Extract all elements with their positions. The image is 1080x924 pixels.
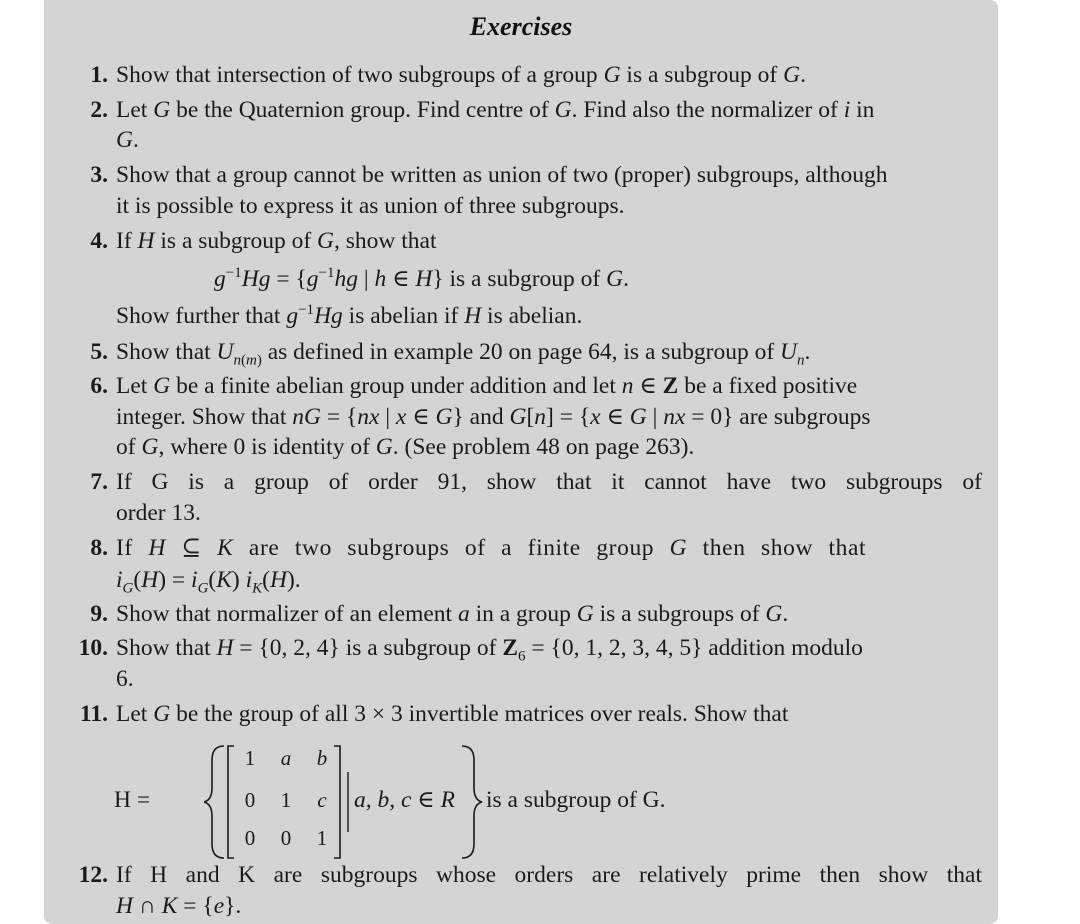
matrix-condition: a, b, c ∈ R — [354, 787, 455, 813]
exercise-4-formula: $g^{-1}Hg = \{g^{-1}hg$ | h ∈ H} is a subgroup of G. — [214, 265, 629, 292]
matrix-set — [114, 742, 694, 862]
matrix-cell: 0 — [244, 788, 256, 812]
exercise-7-text: If G is a group of order 91, show that it cannot have two subgroups of — [116, 469, 982, 495]
exercise-number: 8. — [90, 535, 108, 561]
exercise-2-text: Let G be the Quaternion group. Find centre of G. Find also the normalizer of i in — [116, 97, 875, 123]
exercise-6-text-cont2: of G, where 0 is identity of G. (See problem 48 on page 263). — [116, 434, 695, 460]
exercise-8-text: If H ⊆ K are two subgroups of a finite group G then show that — [116, 535, 867, 561]
exercise-number: 12. — [78, 862, 108, 888]
matrix-cell: 0 — [244, 826, 256, 850]
exercise-number: 6. — [90, 373, 108, 399]
exercise-11-text: Let G be the group of all 3 × 3 invertible matrices over reals. Show that — [116, 701, 789, 727]
exercise-10-text: Show that H = {0, 2, 4} is a subgroup of $Z_6 = \{0$, 1, 2, 3, 4, 5} addition modulo — [116, 635, 863, 665]
exercise-number: 5. — [90, 339, 108, 365]
matrix-cell: b — [316, 746, 328, 770]
matrix-cell: a — [280, 746, 292, 770]
exercise-3-text: Show that a group cannot be written as union of two (proper) subgroups, although — [116, 162, 888, 188]
exercise-number: 2. — [90, 97, 108, 123]
matrix-cell: 1 — [280, 788, 292, 812]
exercise-10-text-cont: 6. — [116, 666, 134, 692]
exercise-12-text: If H and K are subgroups whose orders are relatively prime then show that — [116, 862, 982, 888]
matrix-cell: c — [317, 788, 327, 812]
exercise-number: 4. — [90, 228, 108, 254]
exercise-5-text: Show that $U_{n(m)}$ as defined in example 20 on page 64, is a subgroup of $U_n$. — [116, 339, 811, 369]
matrix-cell: 1 — [244, 746, 256, 770]
exercise-number: 3. — [90, 162, 108, 188]
exercise-number: 7. — [90, 469, 108, 495]
exercise-number: 9. — [90, 601, 108, 627]
exercise-7-text-cont: order 13. — [116, 500, 201, 526]
page-title: Exercises — [469, 12, 573, 41]
exercise-4-text-cont: Show further that $g^{-1}Hg$ is abelian if H is abelian. — [116, 302, 583, 329]
exercise-6-text-cont: integer. Show that nG = {nx | x ∈ G} and G[n] = {x ∈ G | nx = 0} are subgroups — [116, 404, 871, 430]
matrix-cell: 1 — [316, 826, 328, 850]
exercise-4-text: If H is a subgroup of G, show that — [116, 228, 437, 254]
exercise-number: 10. — [78, 635, 108, 661]
exercise-12-formula: H ∩ K = {e}. — [116, 893, 242, 919]
matrix-label: H = — [114, 787, 151, 813]
exercise-9-text: Show that normalizer of an element a in a group G is a subgroups of G. — [116, 601, 789, 627]
exercise-2-text-cont: G. — [116, 127, 139, 153]
exercise-number: 1. — [90, 62, 108, 88]
exercises-panel — [44, 0, 998, 924]
exercise-1-text: Show that intersection of two subgroups of a group G is a subgroup of G. — [116, 62, 806, 88]
matrix-tail: is a subgroup of G. — [486, 787, 666, 813]
exercise-number: 11. — [79, 701, 108, 727]
exercise-8-formula: $i_G(H) = i_G(K)$ $i_K(H)$. — [116, 567, 301, 597]
exercise-3-text-cont: it is possible to express it as union of three subgroups. — [116, 193, 625, 219]
matrix-cell: 0 — [280, 826, 292, 850]
exercise-6-text: Let G be a finite abelian group under addition and let n ∈ Z be a fixed positive — [116, 373, 858, 399]
